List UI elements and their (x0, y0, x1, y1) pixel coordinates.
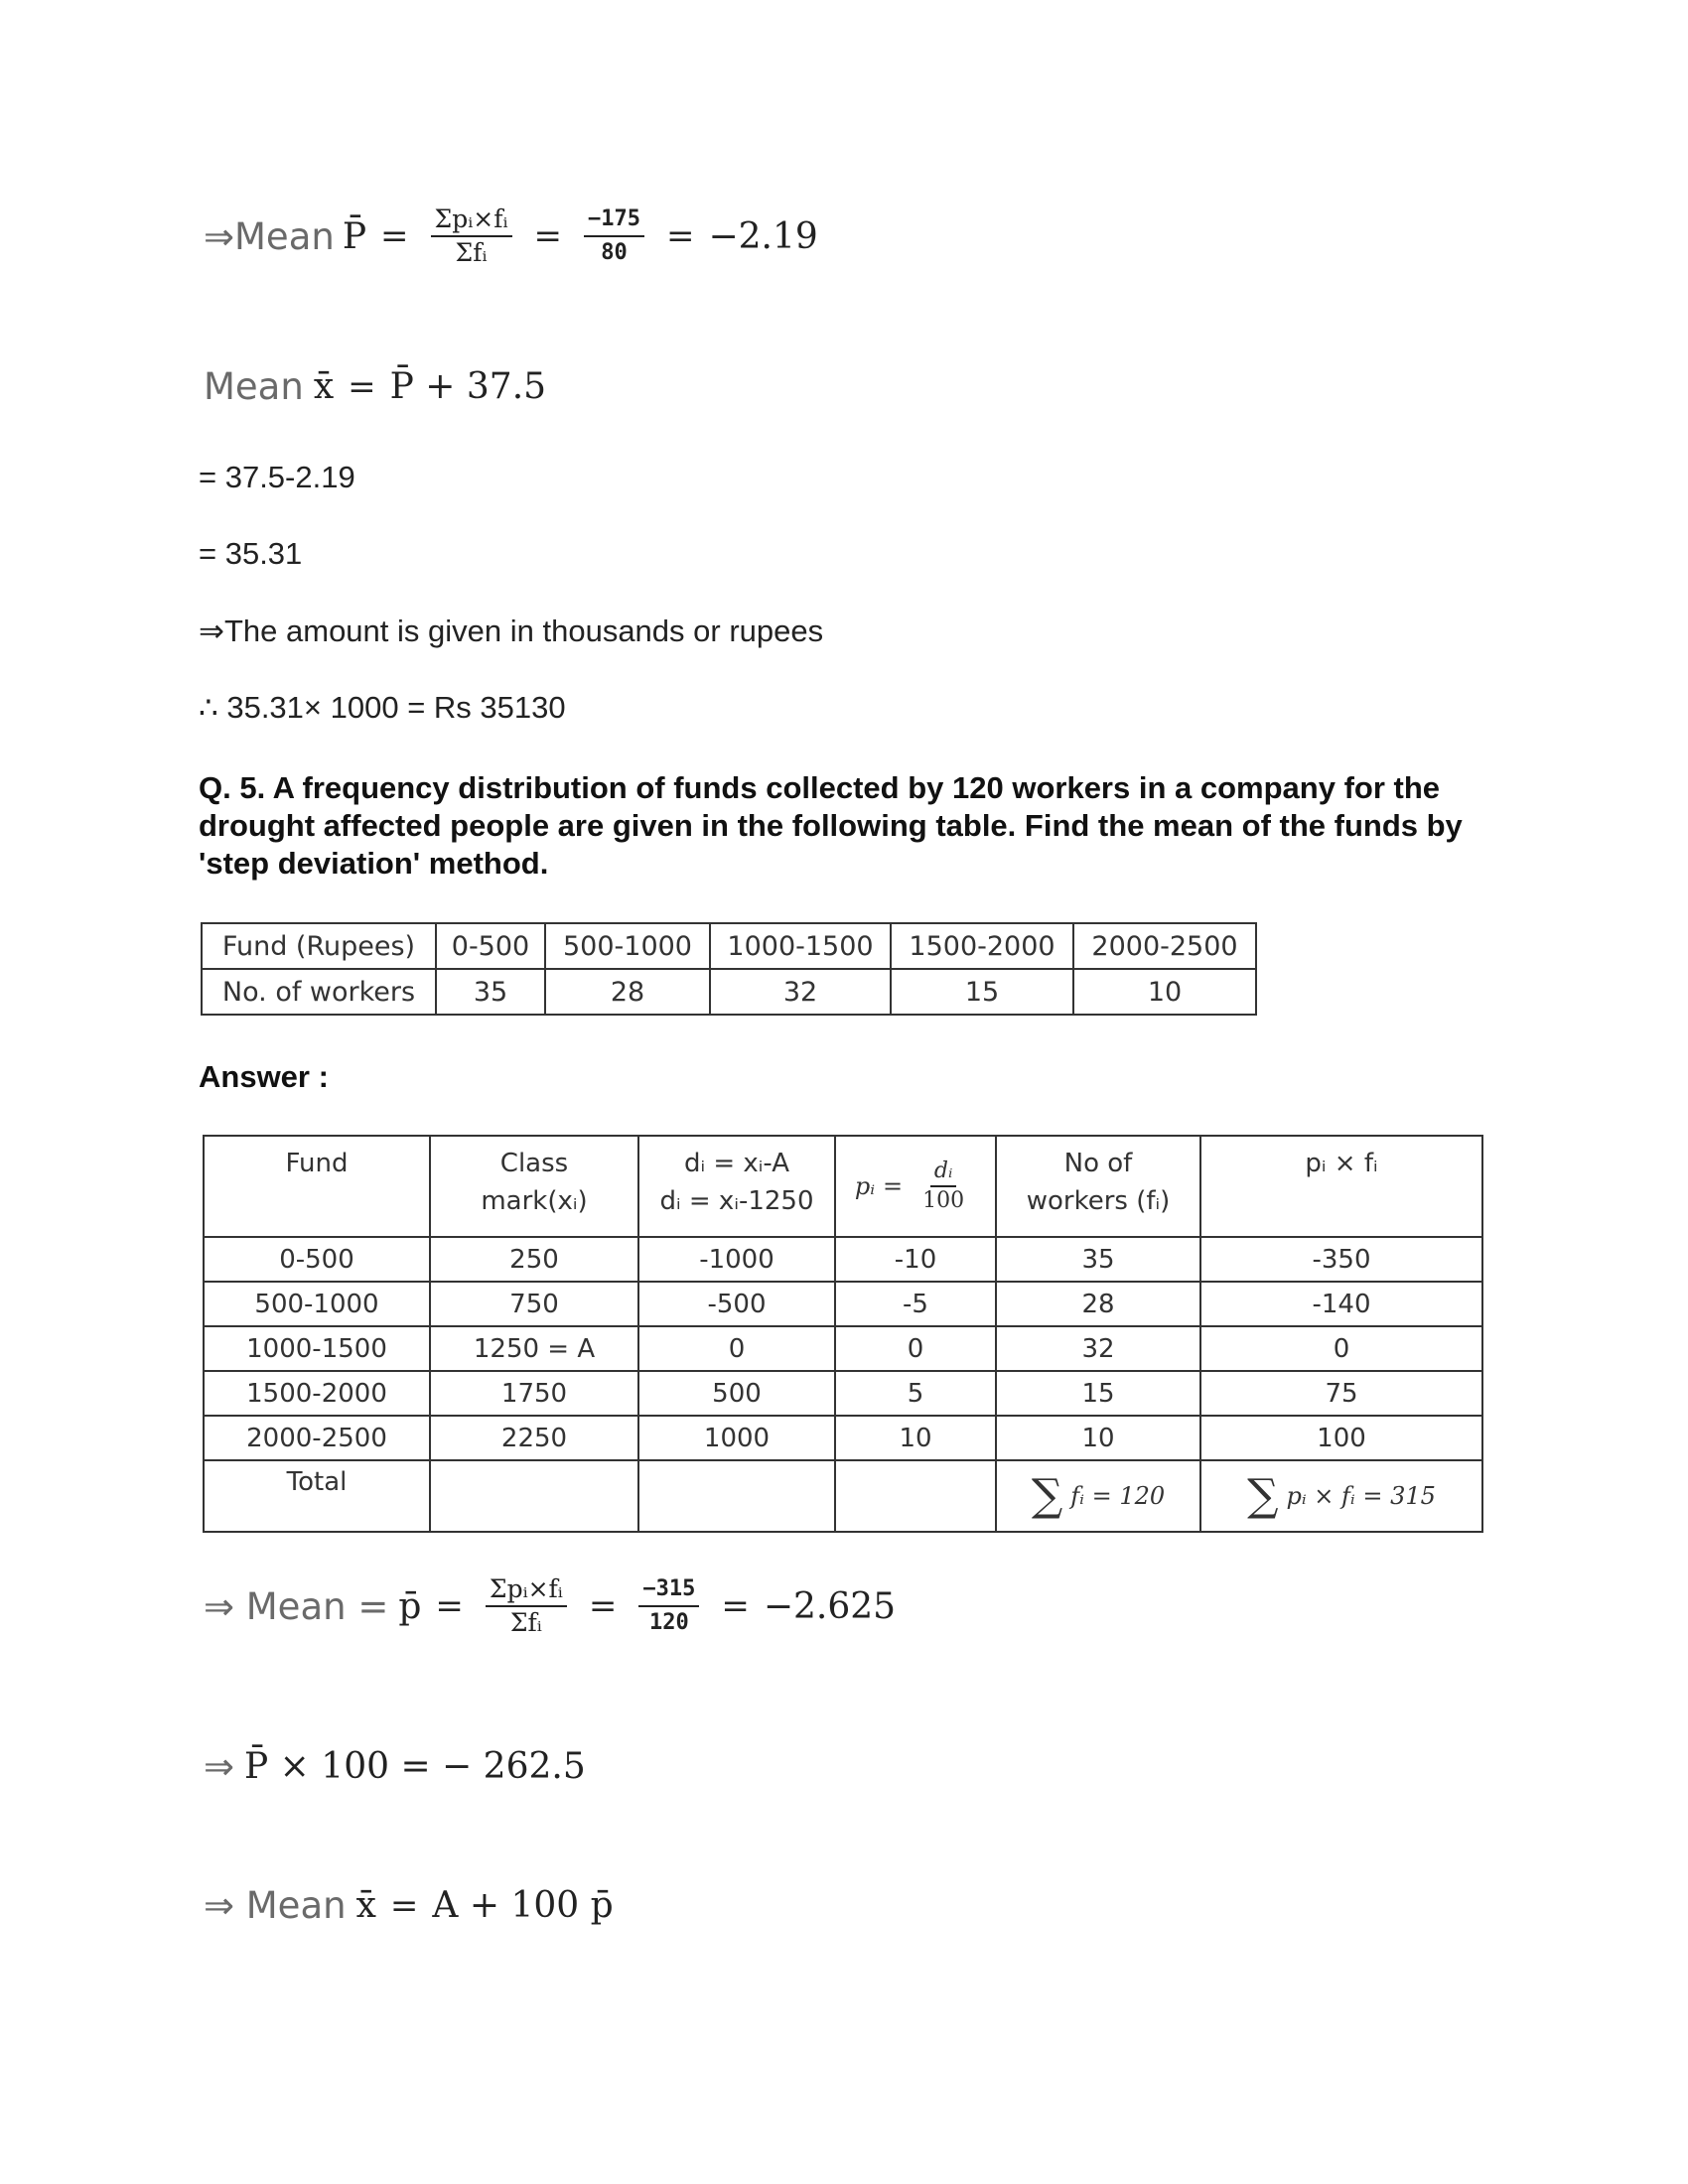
header-text: No of (1063, 1149, 1133, 1178)
calc-line-1: = 37.5-2.19 (199, 460, 355, 494)
mean-p-equation-2 (204, 1573, 896, 1639)
p-formula (855, 1158, 976, 1215)
value-fraction (584, 204, 644, 269)
sigma-icon: ∑ (1031, 1470, 1063, 1521)
table-cell: 1500-2000 (891, 923, 1073, 969)
frequency-table (201, 922, 1257, 1016)
table-cell: 500-1000 (204, 1282, 430, 1326)
table-row (204, 1282, 1482, 1326)
table-row (204, 1371, 1482, 1416)
fraction-denominator: Σfᵢ (455, 238, 488, 267)
header-text: Class (499, 1149, 569, 1178)
table-cell (430, 1460, 638, 1532)
fraction-numerator: dᵢ (930, 1158, 957, 1187)
fraction-denominator: 80 (601, 240, 628, 265)
header-fund (204, 1136, 430, 1237)
table-cell: 75 (1200, 1371, 1482, 1416)
step-deviation-table (203, 1135, 1483, 1533)
table-cell: 500-1000 (545, 923, 710, 969)
header-workers (996, 1136, 1200, 1237)
rhs-expression: A + 100 p̄ (432, 1885, 614, 1926)
table-cell: 2000-2500 (1073, 923, 1256, 969)
mean-x-formula (204, 1884, 614, 1927)
table-row (202, 969, 1256, 1015)
fraction-numerator: Σpᵢ×fᵢ (486, 1573, 567, 1607)
table-cell: 0 (835, 1326, 996, 1371)
table-cell: 32 (710, 969, 891, 1015)
table-cell: 10 (835, 1416, 996, 1460)
header-text: mark(xᵢ) (481, 1186, 588, 1216)
table-cell: 1500-2000 (204, 1371, 430, 1416)
table-cell: 28 (996, 1282, 1200, 1326)
sum-pf-text: pᵢ × fᵢ = 315 (1286, 1482, 1436, 1510)
header-class-mark (430, 1136, 638, 1237)
equals-sign: = (389, 1885, 419, 1926)
table-cell: 2250 (430, 1416, 638, 1460)
table-cell: 35 (996, 1237, 1200, 1282)
table-cell: 0 (1200, 1326, 1482, 1371)
mean-label: ⇒Mean (204, 214, 335, 258)
table-cell: -140 (1200, 1282, 1482, 1326)
table-cell: 750 (430, 1282, 638, 1326)
calc-line-3: ⇒The amount is given in thousands or rupees (199, 614, 824, 648)
fraction-denominator: Σfᵢ (509, 1608, 542, 1637)
total-label: Total (204, 1460, 430, 1532)
table-cell (835, 1460, 996, 1532)
fraction-numerator: Σpᵢ×fᵢ (431, 204, 512, 237)
sum-fraction (431, 204, 512, 269)
table-cell: 1000-1500 (204, 1326, 430, 1371)
result-value: −2.19 (708, 215, 818, 257)
arrow-icon: ⇒ (204, 1745, 235, 1788)
result-value: −2.625 (763, 1585, 897, 1627)
mean-label: Mean (204, 365, 304, 408)
table-row (204, 1326, 1482, 1371)
sum-f-cell (996, 1460, 1200, 1532)
rhs-expression: P̄ + 37.5 (389, 366, 547, 407)
table-cell: 0-500 (436, 923, 545, 969)
table-cell: 1000-1500 (710, 923, 891, 969)
p-fraction (918, 1158, 968, 1215)
table-cell: 15 (996, 1371, 1200, 1416)
header-pf (1200, 1136, 1482, 1237)
table-cell: 500 (638, 1371, 835, 1416)
table-cell (638, 1460, 835, 1532)
mean-p-equation (204, 204, 818, 269)
table-cell: 28 (545, 969, 710, 1015)
mean-label: ⇒ Mean = (204, 1584, 389, 1628)
table-cell: Fund (Rupees) (202, 923, 436, 969)
table-cell: -350 (1200, 1237, 1482, 1282)
calc-line-2: = 35.31 (199, 536, 303, 571)
table-row (204, 1416, 1482, 1460)
p-bar-symbol: P̄ (342, 215, 367, 257)
table-cell: -1000 (638, 1237, 835, 1282)
header-text: = (883, 1172, 904, 1200)
table-cell: 0 (638, 1326, 835, 1371)
sum-fraction (486, 1573, 567, 1639)
fraction-denominator: 120 (648, 1610, 689, 1635)
equals-sign: = (380, 216, 409, 256)
table-cell: 10 (1073, 969, 1256, 1015)
header-text: pᵢ × fᵢ (1305, 1149, 1378, 1178)
table-row (202, 923, 1256, 969)
table-cell: 1750 (430, 1371, 638, 1416)
header-deviation (638, 1136, 835, 1237)
table-cell: 15 (891, 969, 1073, 1015)
value-fraction (638, 1573, 699, 1639)
header-text: pᵢ (854, 1172, 876, 1200)
header-text: dᵢ = xᵢ-A (683, 1149, 790, 1178)
answer-label: Answer : (199, 1059, 329, 1094)
table-cell: 1250 = A (430, 1326, 638, 1371)
table-cell: 250 (430, 1237, 638, 1282)
table-cell: 35 (436, 969, 545, 1015)
equals-sign: = (348, 366, 376, 407)
fraction-numerator: −315 (638, 1573, 699, 1607)
fraction-numerator: −175 (584, 204, 644, 237)
expression: P̄ × 100 = − 262.5 (244, 1746, 586, 1787)
table-cell: 10 (996, 1416, 1200, 1460)
table-total-row (204, 1460, 1482, 1532)
mean-x-equation (204, 365, 546, 408)
table-cell: 2000-2500 (204, 1416, 430, 1460)
header-text: dᵢ = xᵢ-1250 (659, 1186, 814, 1216)
p-bar-symbol: p̄ (398, 1585, 422, 1627)
table-cell: 0-500 (204, 1237, 430, 1282)
question-5: Q. 5. A frequency distribution of funds collected by 120 workers in a company for the drought affected people are given in the following table. Find the mean of the funds by 'step deviation' method. (199, 770, 1463, 881)
mean-label: ⇒ Mean (204, 1884, 347, 1927)
table-cell: 1000 (638, 1416, 835, 1460)
x-bar-symbol: x̄ (313, 366, 335, 407)
fraction-denominator: 100 (922, 1188, 965, 1213)
x-bar-symbol: x̄ (355, 1885, 376, 1926)
table-header-row (204, 1136, 1482, 1237)
sum-f (1003, 1470, 1194, 1521)
header-text: Fund (285, 1149, 349, 1178)
equals-sign: = (665, 216, 695, 256)
table-cell: 5 (835, 1371, 996, 1416)
sum-f-text: fᵢ = 120 (1070, 1482, 1166, 1510)
equals-sign: = (533, 216, 562, 256)
table-cell: 32 (996, 1326, 1200, 1371)
table-cell: -5 (835, 1282, 996, 1326)
sigma-icon: ∑ (1247, 1470, 1279, 1521)
equals-sign: = (435, 1586, 464, 1626)
equals-sign: = (588, 1586, 618, 1626)
table-cell: No. of workers (202, 969, 436, 1015)
sum-pf (1207, 1470, 1476, 1521)
p-times-100-equation (204, 1745, 586, 1788)
header-p (835, 1136, 996, 1237)
equals-sign: = (721, 1586, 750, 1626)
sum-pf-cell (1200, 1460, 1482, 1532)
header-text: workers (fᵢ) (1026, 1186, 1171, 1216)
table-cell: 100 (1200, 1416, 1482, 1460)
calc-line-4: ∴ 35.31× 1000 = Rs 35130 (199, 690, 566, 725)
table-cell: -10 (835, 1237, 996, 1282)
table-cell: -500 (638, 1282, 835, 1326)
table-row (204, 1237, 1482, 1282)
